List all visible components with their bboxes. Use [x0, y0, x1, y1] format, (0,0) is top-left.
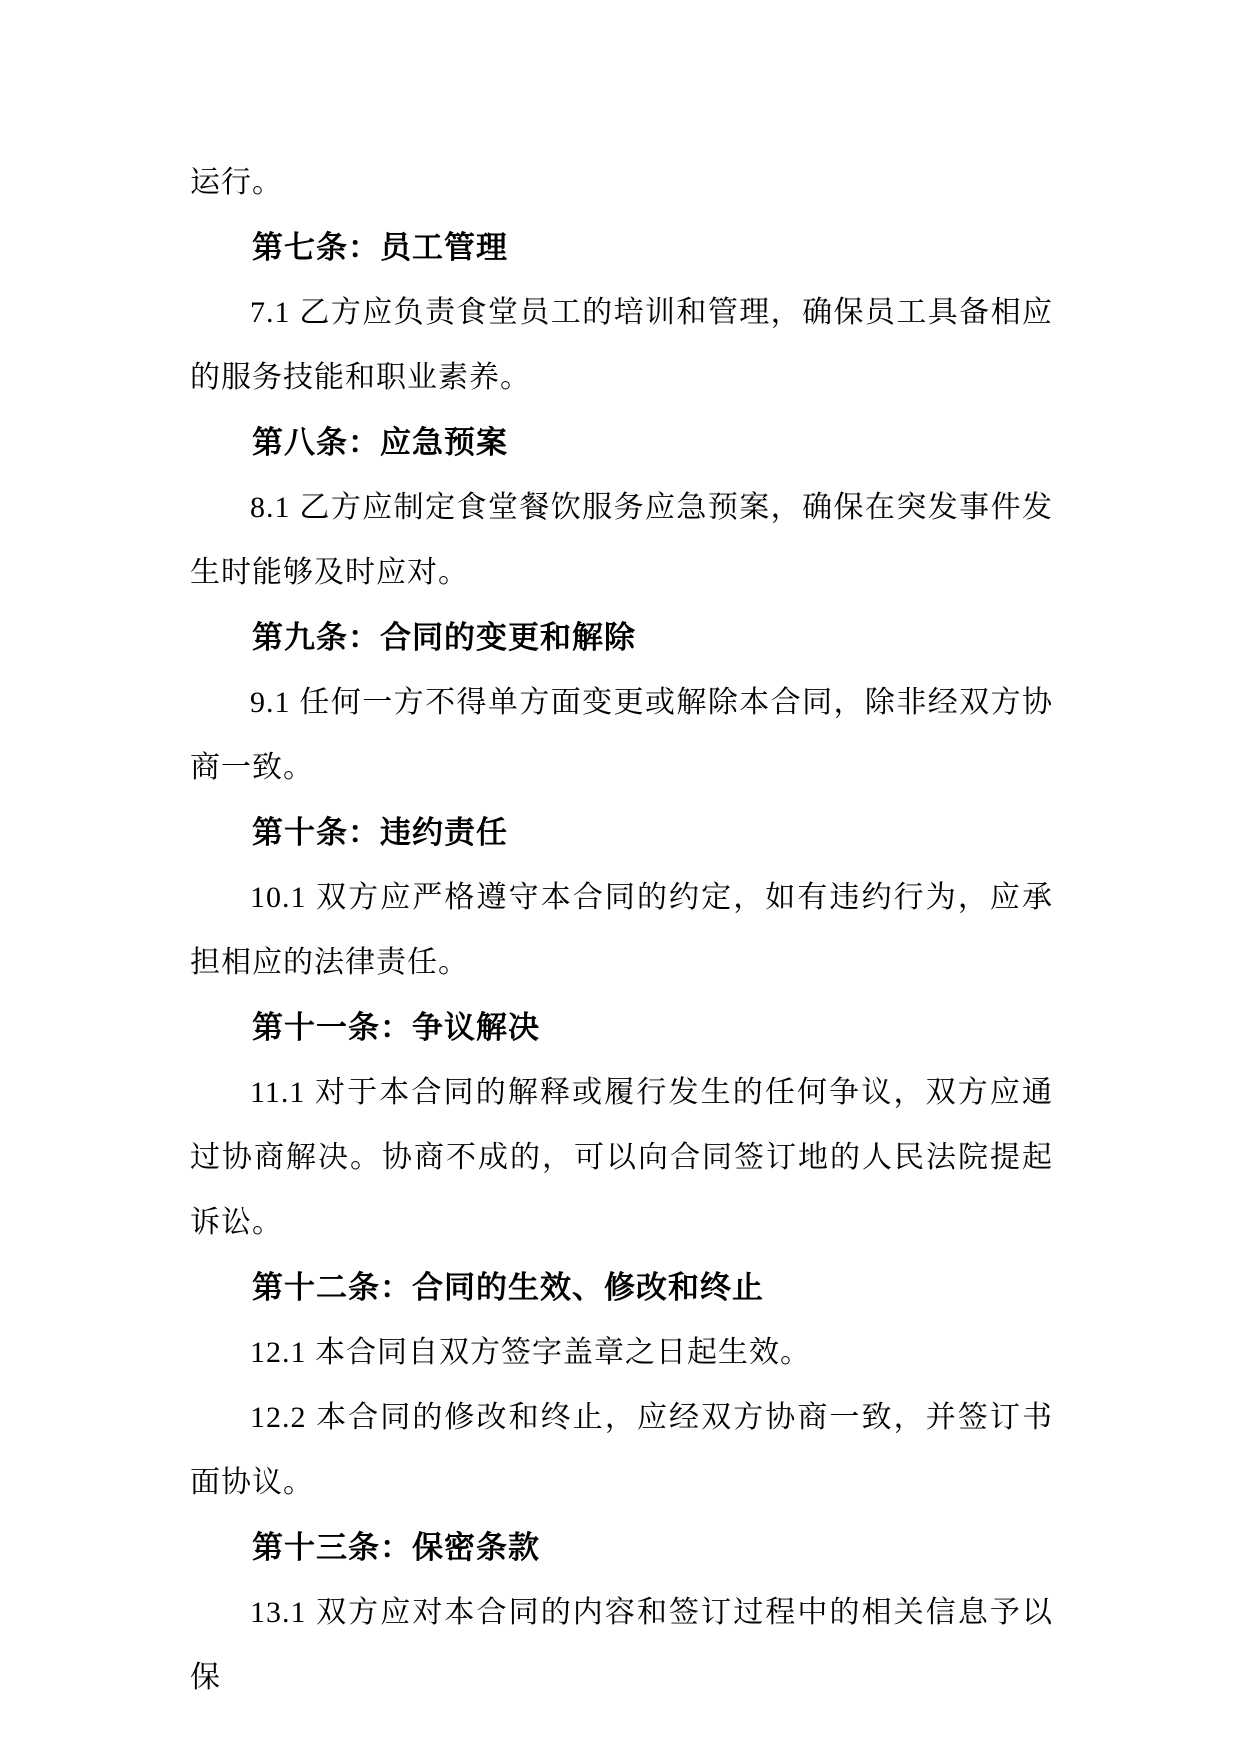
clause-10-heading: 第十条：违约责任: [252, 815, 508, 850]
clause-13-1-paragraph-truncated: 13.1 双方应对本合同的内容和签订过程中的相关信息予以保: [190, 1596, 1053, 1694]
paragraph-continuation-yunxing: 运行。: [190, 166, 283, 199]
clause-11-1-paragraph: 11.1 对于本合同的解释或履行发生的任何争议，双方应通过协商解决。协商不成的，可以向合同签订地的人民法院提起诉讼。: [190, 1076, 1053, 1239]
clause-9-heading: 第九条：合同的变更和解除: [252, 620, 636, 655]
clause-12-heading: 第十二条：合同的生效、修改和终止: [252, 1270, 764, 1305]
clause-13-heading: 第十三条：保密条款: [252, 1530, 540, 1565]
clause-9-1-paragraph: 9.1 任何一方不得单方面变更或解除本合同，除非经双方协商一致。: [190, 686, 1053, 784]
clause-10-1-paragraph: 10.1 双方应严格遵守本合同的约定，如有违约行为，应承担相应的法律责任。: [190, 881, 1053, 979]
clause-8-1-paragraph: 8.1 乙方应制定食堂餐饮服务应急预案，确保在突发事件发生时能够及时应对。: [190, 491, 1053, 589]
clause-7-heading: 第七条：员工管理: [252, 230, 508, 265]
clause-11-heading: 第十一条：争议解决: [252, 1010, 540, 1045]
clause-12-2-paragraph: 12.2 本合同的修改和终止，应经双方协商一致，并签订书面协议。: [190, 1401, 1053, 1499]
clause-12-1-paragraph: 12.1 本合同自双方签字盖章之日起生效。: [250, 1336, 811, 1369]
contract-body-text: [190, 150, 1053, 1710]
clause-8-heading: 第八条：应急预案: [252, 425, 508, 460]
clause-7-1-paragraph: 7.1 乙方应负责食堂员工的培训和管理，确保员工具备相应的服务技能和职业素养。: [190, 296, 1053, 394]
